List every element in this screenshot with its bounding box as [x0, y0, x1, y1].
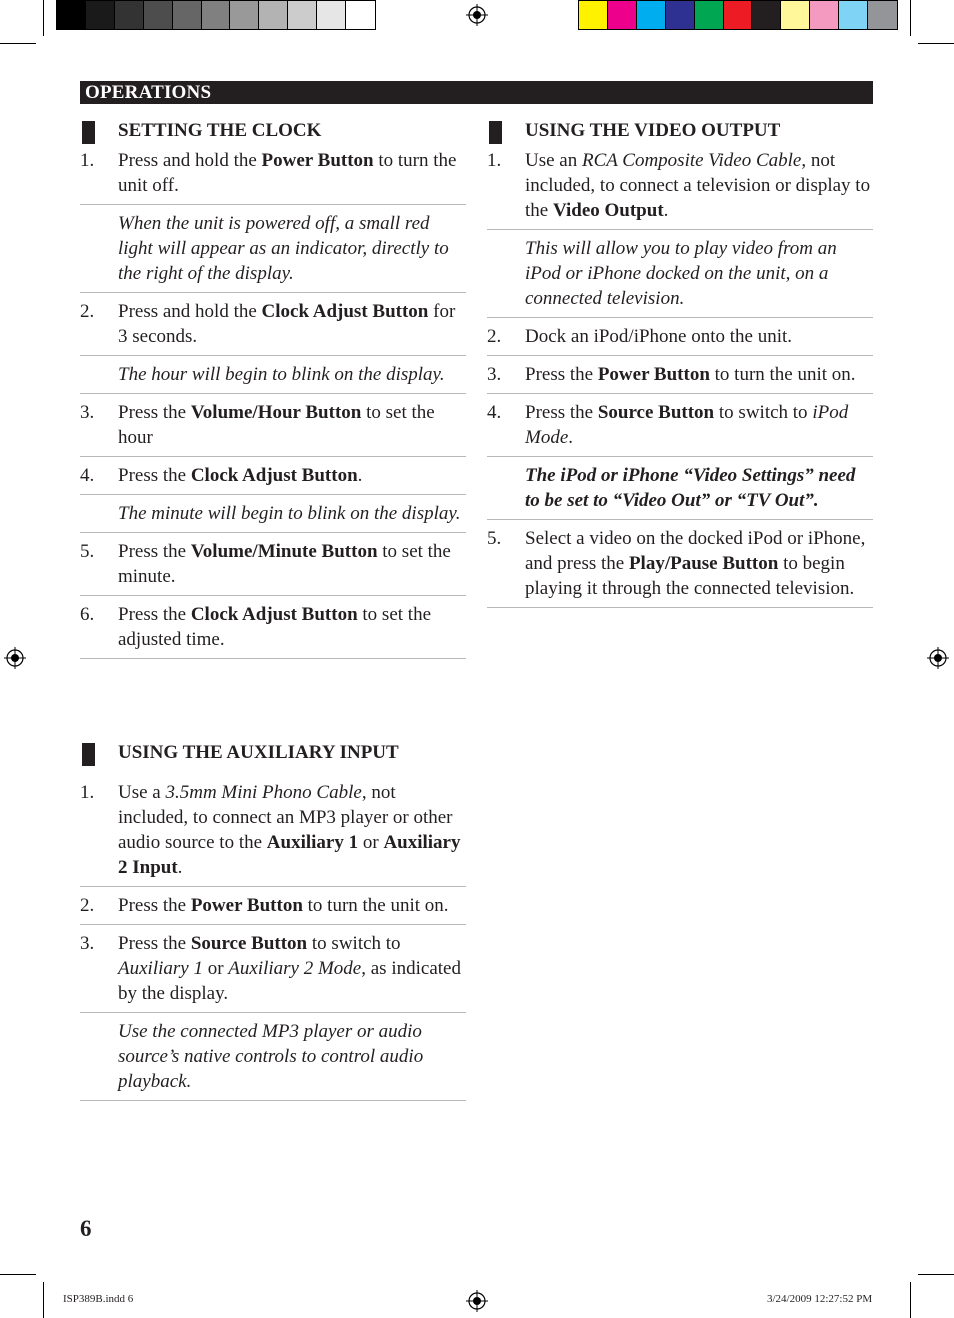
setting-clock-section: [80, 120, 466, 659]
item-text: , not included, to connect an MP3 player or other audio source to the: [118, 782, 453, 853]
item-number: 1.: [487, 150, 502, 171]
cable-name: 3.5mm Mini Phono Cable: [165, 782, 362, 803]
list-item: [487, 148, 873, 230]
item-text: Press the: [525, 402, 598, 423]
item-number: 2.: [487, 326, 502, 347]
color-swatch: [579, 1, 608, 29]
list-item: [487, 394, 873, 457]
list-item: [80, 887, 466, 925]
item-text: , as indicated by the display.: [118, 958, 461, 1004]
color-swatch: [173, 1, 202, 29]
button-name: Power Button: [190, 895, 303, 916]
section-heading: [487, 120, 873, 148]
heading-marker: [82, 743, 95, 766]
item-text: Press the: [118, 604, 191, 625]
item-text: Use a: [118, 782, 166, 803]
heading-marker: [489, 121, 502, 144]
item-number: 2.: [80, 301, 95, 322]
crop-mark: [910, 0, 911, 36]
item-number: 3.: [80, 933, 95, 954]
item-number: 2.: [80, 895, 95, 916]
color-swatch: [781, 1, 810, 29]
color-swatch: [666, 1, 695, 29]
button-name: Clock Adjust Button: [190, 604, 358, 625]
video-output-section: [487, 120, 873, 608]
item-number: 5.: [80, 541, 95, 562]
item-text: , not included, to connect a television or display to the: [525, 150, 871, 221]
item-text: to turn the unit on.: [302, 895, 449, 916]
list-item: [80, 293, 466, 356]
item-text: to set the hour: [118, 402, 435, 448]
color-swatch: [810, 1, 839, 29]
color-swatch: [695, 1, 724, 29]
item-text: .: [357, 465, 363, 486]
item-text: Press the: [118, 402, 191, 423]
grayscale-bar: [56, 0, 376, 30]
button-name: Clock Adjust Button: [261, 301, 429, 322]
color-swatch: [317, 1, 346, 29]
item-number: 6.: [80, 604, 95, 625]
registration-mark-icon: [4, 647, 26, 669]
note: [80, 205, 466, 293]
auxiliary-input-section: [80, 742, 466, 1101]
section-title: USING THE VIDEO OUTPUT: [525, 120, 781, 141]
item-number: 1.: [80, 782, 95, 803]
footer-timestamp: 3/24/2009 12:27:52 PM: [767, 1293, 873, 1305]
output-name: Video Output: [552, 200, 664, 221]
note-text: When the unit is powered off, a small red light will appear as an indicator, directly to the right of the display.: [118, 213, 449, 284]
list-item: [487, 356, 873, 394]
item-text: to set the adjusted time.: [118, 604, 432, 650]
crop-mark: [43, 1282, 44, 1318]
button-name: Play/Pause Button: [628, 553, 779, 574]
list-item: [487, 318, 873, 356]
button-name: Power Button: [597, 364, 710, 385]
item-number: 1.: [80, 150, 95, 171]
item-text: Press the: [525, 364, 598, 385]
item-text: to turn the unit off.: [118, 150, 457, 196]
color-swatch: [86, 1, 115, 29]
note: [80, 356, 466, 394]
item-text: Press the: [118, 465, 191, 486]
item-text: Select a video on the docked iPod or iPhone, and press the: [525, 528, 866, 574]
registration-mark-icon: [927, 647, 949, 669]
item-text: Press the: [118, 933, 191, 954]
color-swatch: [144, 1, 173, 29]
list-item: [80, 148, 466, 205]
item-text: to begin playing it through the connected television.: [525, 553, 855, 599]
button-name: Volume/Minute Button: [190, 541, 378, 562]
color-swatch: [752, 1, 781, 29]
item-text: .: [663, 200, 669, 221]
item-text: or: [358, 832, 384, 853]
mode-name: iPod Mode: [525, 402, 849, 448]
item-text: .: [177, 857, 183, 878]
crop-mark: [918, 1274, 954, 1275]
item-number: 4.: [80, 465, 95, 486]
mode-name: Auxiliary 1: [118, 958, 203, 979]
heading-marker: [82, 121, 95, 144]
input-name: Auxiliary 2 Input: [118, 832, 461, 878]
note-text: The hour will begin to blink on the display.: [118, 364, 445, 385]
list-item: [80, 394, 466, 457]
registration-mark-icon: [466, 1290, 488, 1312]
color-swatch: [230, 1, 259, 29]
registration-mark-icon: [466, 4, 488, 26]
crop-mark: [0, 1274, 36, 1275]
section-heading: [80, 120, 466, 148]
item-text: Dock an iPod/iPhone onto the unit.: [525, 326, 793, 347]
item-number: 5.: [487, 528, 502, 549]
page-number: 6: [80, 1216, 92, 1241]
color-swatch: [839, 1, 868, 29]
input-name: Auxiliary 1: [266, 832, 359, 853]
color-swatch: [259, 1, 288, 29]
item-text: to switch to: [307, 933, 401, 954]
button-name: Source Button: [190, 933, 308, 954]
color-swatch: [637, 1, 666, 29]
color-swatch: [288, 1, 317, 29]
button-name: Volume/Hour Button: [190, 402, 362, 423]
item-text: Use an: [525, 150, 582, 171]
item-text: to turn the unit on.: [709, 364, 856, 385]
note-text: The minute will begin to blink on the display.: [118, 503, 461, 524]
item-text: for 3 seconds.: [118, 301, 456, 347]
item-text: Press and hold the: [118, 150, 262, 171]
list-item: [80, 533, 466, 596]
item-text: Press the: [118, 541, 191, 562]
item-text: .: [568, 427, 574, 448]
crop-mark: [0, 43, 36, 44]
section-title: USING THE AUXILIARY INPUT: [118, 742, 399, 763]
section-band: [80, 81, 873, 104]
button-name: Clock Adjust Button: [190, 465, 358, 486]
note: [80, 495, 466, 533]
note: [487, 457, 873, 520]
footer-file: ISP389B.indd 6: [63, 1293, 134, 1305]
crop-mark: [918, 43, 954, 44]
color-swatch: [57, 1, 86, 29]
crop-mark: [910, 1282, 911, 1318]
button-name: Power Button: [261, 150, 374, 171]
item-number: 3.: [80, 402, 95, 423]
section-heading: [80, 742, 466, 780]
item-text: Press and hold the: [118, 301, 262, 322]
list-item: [80, 780, 466, 887]
note-text: This will allow you to play video from an iPod or iPhone docked on the unit, on a connected television.: [525, 238, 837, 309]
color-swatch: [868, 1, 897, 29]
list-item: [80, 925, 466, 1013]
mode-name: Auxiliary 2 Mode: [228, 958, 362, 979]
list-item: [487, 520, 873, 608]
note: [487, 230, 873, 318]
cable-name: RCA Composite Video Cable: [581, 150, 802, 171]
note-text: The iPod or iPhone “Video Settings” need to be set to “Video Out” or “TV Out”.: [525, 465, 856, 511]
color-swatch: [115, 1, 144, 29]
color-swatch: [724, 1, 753, 29]
section-band-title: OPERATIONS: [85, 82, 212, 103]
button-name: Source Button: [597, 402, 715, 423]
note-text: Use the connected MP3 player or audio source’s native controls to control audio playback.: [118, 1021, 424, 1092]
item-text: to switch to: [714, 402, 813, 423]
crop-mark: [43, 0, 44, 36]
note: [80, 1013, 466, 1101]
item-number: 3.: [487, 364, 502, 385]
list-item: [80, 596, 466, 659]
item-number: 4.: [487, 402, 502, 423]
color-swatch: [608, 1, 637, 29]
color-swatch: [346, 1, 375, 29]
color-bar: [578, 0, 898, 30]
section-title: SETTING THE CLOCK: [118, 120, 322, 141]
item-text: Press the: [118, 895, 191, 916]
item-text: to set the minute.: [118, 541, 451, 587]
color-swatch: [202, 1, 231, 29]
list-item: [80, 457, 466, 495]
item-text: or: [202, 958, 229, 979]
